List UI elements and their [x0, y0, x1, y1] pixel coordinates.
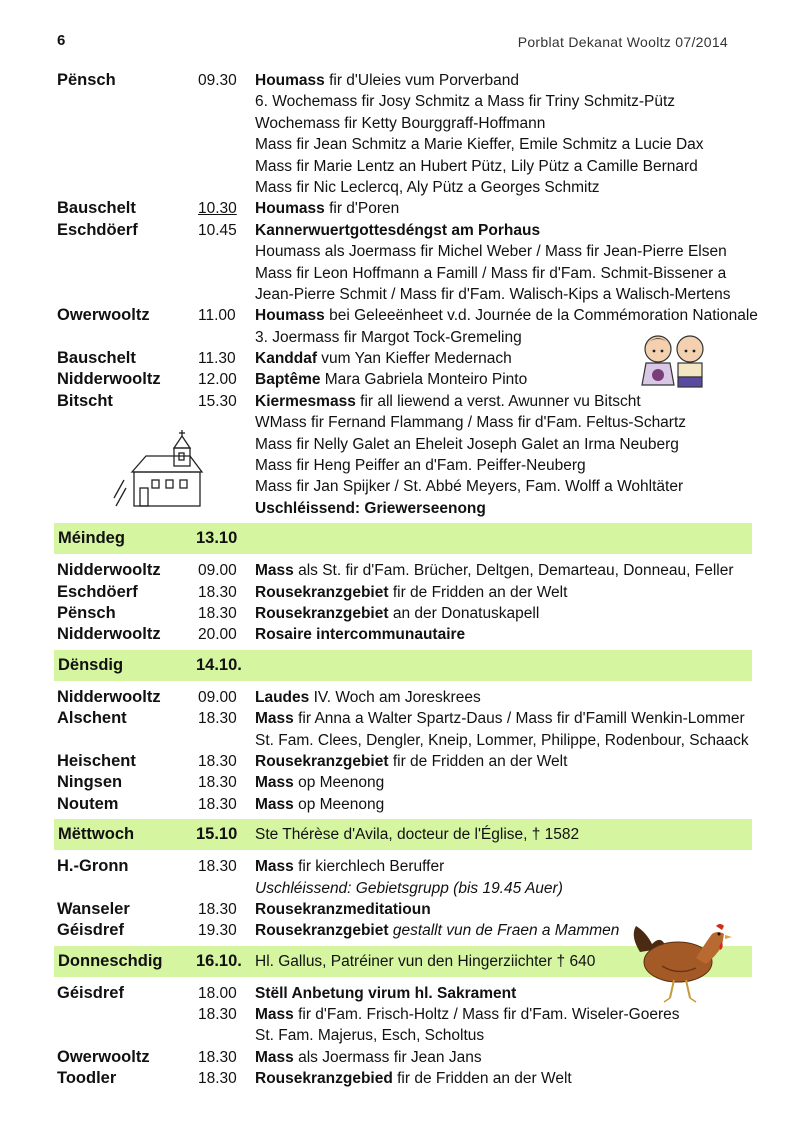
entry-text — [255, 369, 527, 390]
entry-text — [255, 624, 465, 645]
entry-detail: fir de Fridden an der Welt — [392, 1070, 572, 1088]
schedule-row — [0, 751, 800, 772]
schedule-row — [0, 391, 800, 412]
place-name: Pënsch — [57, 603, 116, 622]
entry-detail: Mass fir Heng Peiffer an d'Fam. Peiffer-Neuberg — [255, 457, 586, 475]
entry-detail: Mass fir Nic Leclercq, Aly Pütz a Georges Schmitz — [255, 178, 600, 196]
hen-illustration — [626, 922, 736, 1004]
day-date: 14.10. — [196, 655, 242, 674]
place-name: Alschent — [57, 709, 127, 728]
mass-time: 18.30 — [198, 795, 237, 813]
place-name: Pënsch — [57, 71, 116, 89]
entry-text — [255, 582, 567, 603]
place-name: Eschdöerf — [57, 220, 138, 239]
place-name: Nidderwooltz — [57, 625, 161, 644]
schedule-row — [0, 772, 800, 793]
entry-text — [255, 434, 679, 455]
place-name: Toodler — [57, 1069, 117, 1088]
entry-title: Houmass — [255, 307, 325, 325]
entry-text — [255, 412, 686, 433]
place-name: Géisdref — [57, 983, 124, 1002]
place-name: Nidderwooltz — [57, 561, 161, 580]
place-name: H.-Gronn — [57, 857, 129, 876]
mass-time: 18.30 — [198, 752, 237, 770]
entry-title: Houmass — [255, 72, 325, 89]
entry-text — [255, 983, 516, 1004]
mass-time: 18.30 — [198, 858, 237, 876]
page-number: 6 — [57, 32, 66, 49]
day-date: 15.10 — [196, 825, 238, 844]
schedule-row — [0, 560, 800, 581]
entry-title: Mass — [255, 795, 294, 813]
entry-title: Houmass — [255, 200, 325, 218]
place-name: Géisdref — [57, 921, 124, 940]
mass-time: 18.30 — [198, 1070, 237, 1088]
entry-title: Laudes — [255, 688, 310, 706]
day-header — [54, 650, 752, 681]
entry-note: Uschléissend: Gebietsgrupp (bis 19.45 Auer) — [255, 879, 563, 897]
schedule-row — [0, 687, 800, 708]
schedule-row — [0, 1004, 800, 1025]
entry-detail: op Meenong — [293, 774, 385, 792]
entry-text — [255, 603, 539, 624]
entry-text — [255, 134, 704, 155]
entry-detail: WMass fir Fernand Flammang / Mass fir d'Fam. Feltus-Schartz — [255, 414, 687, 432]
schedule-row — [0, 198, 800, 219]
entry-text — [255, 560, 734, 581]
entry-text — [255, 1047, 482, 1068]
entry-text — [255, 263, 726, 284]
entry-detail: fir d'Fam. Frisch-Holtz / Mass fir d'Fam. Wiseler-Goeres — [293, 1006, 680, 1024]
mass-time: 18.30 — [198, 774, 237, 792]
entry-text — [255, 177, 600, 198]
day-date: 13.10 — [196, 529, 238, 548]
entry-text — [255, 391, 641, 412]
mass-time: 18.30 — [198, 604, 237, 622]
entry-title: Mass — [255, 710, 294, 728]
place-name: Ningsen — [57, 773, 123, 792]
mass-time: 18.30 — [198, 583, 237, 601]
schedule-row — [0, 113, 800, 134]
schedule-row — [0, 134, 800, 155]
place-name: Bitscht — [57, 391, 113, 410]
entry-detail: IV. Woch am Joreskrees — [309, 688, 481, 706]
schedule-row — [0, 91, 800, 112]
entry-title: Rousekranzgebied — [255, 1070, 393, 1088]
entry-detail: Mass fir Leon Hoffmann a Famill / Mass fir d'Fam. Schmit-Bissener a — [255, 264, 727, 282]
mass-time: 15.30 — [198, 392, 237, 410]
entry-title: Mass — [255, 1048, 294, 1066]
entry-title: Mass — [255, 1006, 294, 1024]
entry-title: Stëll Anbetung virum hl. Sakrament — [255, 984, 517, 1002]
entry-title: Rousekranzgebiet — [255, 583, 389, 601]
place-name: Noutem — [57, 794, 119, 813]
mass-time: 20.00 — [198, 626, 237, 644]
entry-detail: vum Yan Kieffer Medernach — [317, 350, 512, 368]
entry-text — [255, 1004, 680, 1025]
entry-detail: fir d'Uleies vum Porverband — [324, 72, 519, 89]
entry-text — [255, 284, 731, 305]
entry-detail: Mass fir Jan Spijker / St. Abbé Meyers, Fam. Wolff a Wohltäter — [255, 478, 684, 496]
schedule-row — [0, 603, 800, 624]
schedule-row — [0, 220, 800, 241]
entry-text — [255, 476, 683, 497]
day-name: Mëttwoch — [58, 825, 135, 844]
entry-title: Mass — [255, 562, 294, 580]
mass-time: 09.30 — [198, 72, 237, 89]
entry-detail: als Joermass fir Jean Jans — [293, 1048, 482, 1066]
mass-time: 18.30 — [198, 900, 237, 918]
entry-detail: Mass fir Marie Lentz an Hubert Pütz, Lily Pütz a Camille Bernard — [255, 157, 698, 175]
entry-detail: als St. fir d'Fam. Brücher, Deltgen, Demarteau, Donneau, Feller — [293, 562, 734, 580]
entry-text — [255, 113, 545, 134]
entry-title: Mass — [255, 858, 294, 876]
mass-time: 09.00 — [198, 562, 237, 580]
schedule-row — [0, 305, 800, 326]
entry-text — [255, 878, 563, 899]
entry-detail: fir kierchlech Beruffer — [293, 858, 445, 876]
church-illustration — [112, 430, 204, 508]
entry-detail: fir all liewend a verst. Awunner vu Bitscht — [355, 392, 641, 410]
entry-text — [255, 751, 567, 772]
entry-detail: fir d'Poren — [324, 200, 400, 218]
entry-detail: Wochemass fir Ketty Bourggraff-Hoffmann — [255, 114, 546, 132]
schedule-row — [0, 263, 800, 284]
mass-time: 18.30 — [198, 710, 237, 728]
entry-text — [255, 348, 512, 369]
entry-detail: St. Fam. Clees, Dengler, Kneip, Lommer, Philippe, Rodenbour, Schaack — [255, 731, 749, 749]
place-name: Bauschelt — [57, 199, 136, 218]
entry-text — [255, 687, 481, 708]
entry-title: Kannerwuertgottesdéngst am Porhaus — [255, 221, 541, 239]
schedule-row — [0, 1025, 800, 1046]
schedule-row — [0, 794, 800, 815]
schedule-row — [0, 582, 800, 603]
entry-text — [255, 455, 586, 476]
entry-detail: fir Anna a Walter Spartz-Daus / Mass fir d'Famill Wenkin-Lommer — [293, 710, 745, 728]
day-date: 16.10. — [196, 951, 242, 970]
mass-time: 11.00 — [198, 307, 236, 325]
entry-detail: Mara Gabriela Monteiro Pinto — [320, 371, 528, 389]
day-header — [54, 523, 752, 554]
entry-title: Rousekranzgebiet — [255, 922, 389, 940]
entry-text — [255, 920, 619, 941]
entry-text — [255, 327, 522, 348]
mass-time: 10.30 — [198, 200, 237, 218]
day-name: Méindeg — [58, 529, 125, 548]
entry-detail: Jean-Pierre Schmit / Mass fir d'Fam. Walisch-Kips a Walisch-Mertens — [255, 285, 731, 303]
schedule-row — [0, 241, 800, 262]
day-note: Hl. Gallus, Patréiner vun den Hingerziichter † 640 — [255, 952, 596, 970]
entry-text — [255, 794, 384, 815]
entry-detail: bei Geleeënheet v.d. Journée de la Commémoration Nationale — [324, 307, 758, 325]
schedule-row — [0, 708, 800, 729]
entry-text — [255, 730, 749, 751]
entry-title: Rousekranzgebiet — [255, 752, 389, 770]
entry-text — [255, 220, 540, 241]
day-name: Donneschdig — [58, 951, 163, 970]
place-name: Nidderwooltz — [57, 687, 161, 706]
entry-text — [255, 70, 519, 91]
children-illustration — [640, 333, 712, 391]
entry-note: gestallt vun de Fraen a Mammen — [388, 922, 620, 940]
entry-text — [255, 1068, 572, 1089]
place-name: Nidderwooltz — [57, 370, 161, 389]
entry-text — [255, 156, 698, 177]
schedule-row — [0, 1047, 800, 1068]
schedule-row — [0, 624, 800, 645]
entry-title: Kiermesmass — [255, 392, 356, 410]
page-header — [0, 32, 800, 56]
entry-detail: 3. Joermass fir Margot Tock-Gremeling — [255, 328, 522, 346]
entry-text — [255, 856, 444, 877]
entry-title: Kanddaf — [255, 350, 317, 368]
entry-detail: fir de Fridden an der Welt — [388, 752, 568, 770]
schedule-row — [0, 856, 800, 877]
day-note: Ste Thérèse d'Avila, docteur de l'Église, † 1582 — [255, 826, 580, 844]
entry-title: Mass — [255, 774, 294, 792]
entry-title: Rousekranzgebiet — [255, 604, 389, 622]
entry-text — [255, 708, 745, 729]
mass-time: 09.00 — [198, 688, 237, 706]
day-header — [54, 819, 752, 850]
entry-detail: an der Donatuskapell — [388, 604, 540, 622]
entry-detail: fir de Fridden an der Welt — [388, 583, 568, 601]
place-name: Bauschelt — [57, 349, 136, 368]
entry-text — [255, 241, 727, 262]
schedule-row — [0, 1068, 800, 1089]
place-name: Owerwooltz — [57, 1047, 150, 1066]
entry-title: Uschléissend: Griewerseenong — [255, 499, 486, 517]
schedule-row — [0, 284, 800, 305]
mass-time: 18.30 — [198, 1006, 237, 1024]
entry-title: Rousekranzmeditatioun — [255, 900, 431, 918]
entry-detail: Mass fir Nelly Galet an Eheleit Joseph Galet an Irma Neuberg — [255, 435, 679, 453]
day-name: Dënsdig — [58, 655, 124, 674]
mass-time: 19.30 — [198, 922, 237, 940]
entry-detail: Houmass als Joermass fir Michel Weber / Mass fir Jean-Pierre Elsen — [255, 243, 727, 261]
entry-text — [255, 198, 399, 219]
mass-time: 12.00 — [198, 371, 237, 389]
mass-time: 18.30 — [198, 1048, 237, 1066]
entry-detail: Mass fir Jean Schmitz a Marie Kieffer, Emile Schmitz a Lucie Dax — [255, 136, 704, 154]
schedule-row — [0, 899, 800, 920]
place-name: Heischent — [57, 751, 136, 770]
publication-title: Porblat Dekanat Wooltz 07/2014 — [517, 34, 728, 50]
schedule-row — [0, 70, 800, 91]
schedule-row — [0, 878, 800, 899]
schedule-row — [0, 156, 800, 177]
entry-detail: op Meenong — [293, 795, 385, 813]
mass-time: 18.00 — [198, 984, 237, 1002]
entry-text — [255, 91, 675, 112]
entry-title: Rosaire intercommunautaire — [255, 626, 466, 644]
schedule-row — [0, 177, 800, 198]
entry-text — [255, 498, 486, 519]
entry-detail: 6. Wochemass fir Josy Schmitz a Mass fir Triny Schmitz-Pütz — [255, 93, 676, 111]
schedule-row — [0, 730, 800, 751]
place-name: Wanseler — [57, 899, 130, 918]
entry-text — [255, 1025, 484, 1046]
entry-detail: St. Fam. Majerus, Esch, Scholtus — [255, 1027, 485, 1045]
place-name: Owerwooltz — [57, 306, 150, 325]
entry-text — [255, 899, 431, 920]
entry-text — [255, 772, 384, 793]
place-name: Eschdöerf — [57, 582, 138, 601]
mass-time: 10.45 — [198, 221, 237, 239]
mass-time: 11.30 — [198, 350, 236, 368]
entry-title: Baptême — [255, 371, 321, 389]
entry-text — [255, 305, 758, 326]
